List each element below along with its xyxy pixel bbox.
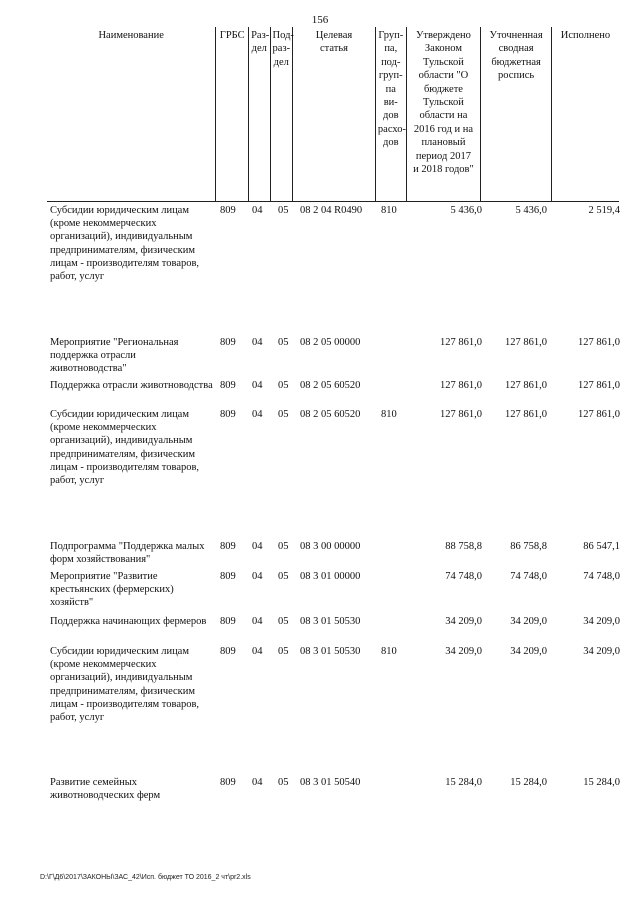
header-razdel: Раз- дел <box>249 27 270 202</box>
cell-executed: 127 861,0 <box>578 380 620 391</box>
cell-razdel: 04 <box>252 380 263 391</box>
cell-podrazdel: 05 <box>278 616 289 627</box>
cell-csr: 08 3 00 00000 <box>300 541 361 552</box>
cell-grbs: 809 <box>220 616 236 627</box>
cell-grbs: 809 <box>220 205 236 216</box>
cell-name: Субсидии юридическим лицам (кроме некоммерческих организаций), индивидуальным предпринимателям, физическим лицам - производителям товаров, работ, услуг <box>50 205 200 283</box>
cell-refined: 15 284,0 <box>510 777 547 788</box>
cell-refined: 34 209,0 <box>510 616 547 627</box>
cell-approved: 127 861,0 <box>440 337 482 348</box>
cell-podrazdel: 05 <box>278 409 289 420</box>
cell-podrazdel: 05 <box>278 541 289 552</box>
cell-refined: 86 758,8 <box>510 541 547 552</box>
cell-approved: 34 209,0 <box>445 646 482 657</box>
cell-name: Субсидии юридическим лицам (кроме некоммерческих организаций), индивидуальным предпринимателям, физическим лицам - производителям товаров, работ, услуг <box>50 409 200 487</box>
cell-razdel: 04 <box>252 571 263 582</box>
cell-name: Поддержка отрасли животноводства <box>50 380 213 391</box>
cell-csr: 08 2 05 00000 <box>300 337 361 348</box>
cell-podrazdel: 05 <box>278 571 289 582</box>
cell-razdel: 04 <box>252 337 263 348</box>
cell-executed: 127 861,0 <box>578 409 620 420</box>
file-path-footer: D:\Г\Д6\2017\ЗАКОНЫ\ЗАС_42\Исп. бюджет ТО 2016_2 чт\pr2.xls <box>40 874 251 881</box>
cell-executed: 86 547,1 <box>583 541 620 552</box>
cell-podrazdel: 05 <box>278 380 289 391</box>
cell-approved: 5 436,0 <box>450 205 482 216</box>
cell-refined: 74 748,0 <box>510 571 547 582</box>
cell-grbs: 809 <box>220 380 236 391</box>
cell-razdel: 04 <box>252 409 263 420</box>
cell-podrazdel: 05 <box>278 337 289 348</box>
cell-grbs: 809 <box>220 409 236 420</box>
cell-csr: 08 3 01 50540 <box>300 777 361 788</box>
cell-name: Развитие семейных животноводческих ферм <box>50 777 161 802</box>
page-number: 156 <box>311 14 329 26</box>
cell-name: Субсидии юридическим лицам (кроме некоммерческих организаций), индивидуальным предпринимателям, физическим лицам - производителям товаров, работ, услуг <box>50 646 200 724</box>
cell-razdel: 04 <box>252 205 263 216</box>
cell-executed: 15 284,0 <box>583 777 620 788</box>
header-executed: Исполнено <box>551 27 619 202</box>
cell-razdel: 04 <box>252 646 263 657</box>
cell-grbs: 809 <box>220 541 236 552</box>
cell-executed: 74 748,0 <box>583 571 620 582</box>
cell-csr: 08 3 01 50530 <box>300 616 361 627</box>
cell-podrazdel: 05 <box>278 777 289 788</box>
cell-razdel: 04 <box>252 541 263 552</box>
cell-grbs: 809 <box>220 777 236 788</box>
cell-csr: 08 3 01 00000 <box>300 571 361 582</box>
cell-csr: 08 2 04 R0490 <box>300 205 363 216</box>
cell-executed: 34 209,0 <box>583 616 620 627</box>
cell-refined: 34 209,0 <box>510 646 547 657</box>
cell-csr: 08 2 05 60520 <box>300 380 361 391</box>
cell-vr: 810 <box>381 409 397 420</box>
cell-grbs: 809 <box>220 571 236 582</box>
cell-refined: 127 861,0 <box>505 337 547 348</box>
cell-podrazdel: 05 <box>278 205 289 216</box>
cell-csr: 08 2 05 60520 <box>300 409 361 420</box>
header-target-article: Целевая статья <box>293 27 376 202</box>
cell-grbs: 809 <box>220 337 236 348</box>
cell-approved: 127 861,0 <box>440 409 482 420</box>
header-name: Наименование <box>47 27 216 202</box>
header-grbs: ГРБС <box>216 27 249 202</box>
header-approved: Утверждено Законом Тульской области "О бюджете Тульской области на 2016 год и на плановый период 2017 и 2018 годов" <box>406 27 481 202</box>
cell-podrazdel: 05 <box>278 646 289 657</box>
cell-refined: 127 861,0 <box>505 380 547 391</box>
cell-executed: 2 519,4 <box>588 205 620 216</box>
cell-executed: 34 209,0 <box>583 646 620 657</box>
cell-refined: 127 861,0 <box>505 409 547 420</box>
cell-vr: 810 <box>381 646 397 657</box>
cell-approved: 88 758,8 <box>445 541 482 552</box>
cell-approved: 34 209,0 <box>445 616 482 627</box>
cell-csr: 08 3 01 50530 <box>300 646 361 657</box>
cell-name: Поддержка начинающих фермеров <box>50 616 207 627</box>
cell-razdel: 04 <box>252 777 263 788</box>
cell-approved: 74 748,0 <box>445 571 482 582</box>
cell-name: Подпрограмма "Поддержка малых форм хозяйствования" <box>50 541 205 566</box>
cell-name: Мероприятие "Развитие крестьянских (фермерских) хозяйств" <box>50 571 174 609</box>
cell-razdel: 04 <box>252 616 263 627</box>
cell-vr: 810 <box>381 205 397 216</box>
header-refined: Уточненная сводная бюджетная роспись <box>481 27 552 202</box>
cell-name: Мероприятие "Региональная поддержка отрасли животноводства" <box>50 337 179 375</box>
cell-grbs: 809 <box>220 646 236 657</box>
header-podrazdel: Под- раз- дел <box>270 27 293 202</box>
cell-approved: 127 861,0 <box>440 380 482 391</box>
header-expense-type: Груп- па, под- груп- па ви- дов расхо- дов <box>375 27 406 202</box>
cell-executed: 127 861,0 <box>578 337 620 348</box>
cell-refined: 5 436,0 <box>515 205 547 216</box>
cell-approved: 15 284,0 <box>445 777 482 788</box>
table-header <box>47 27 619 202</box>
